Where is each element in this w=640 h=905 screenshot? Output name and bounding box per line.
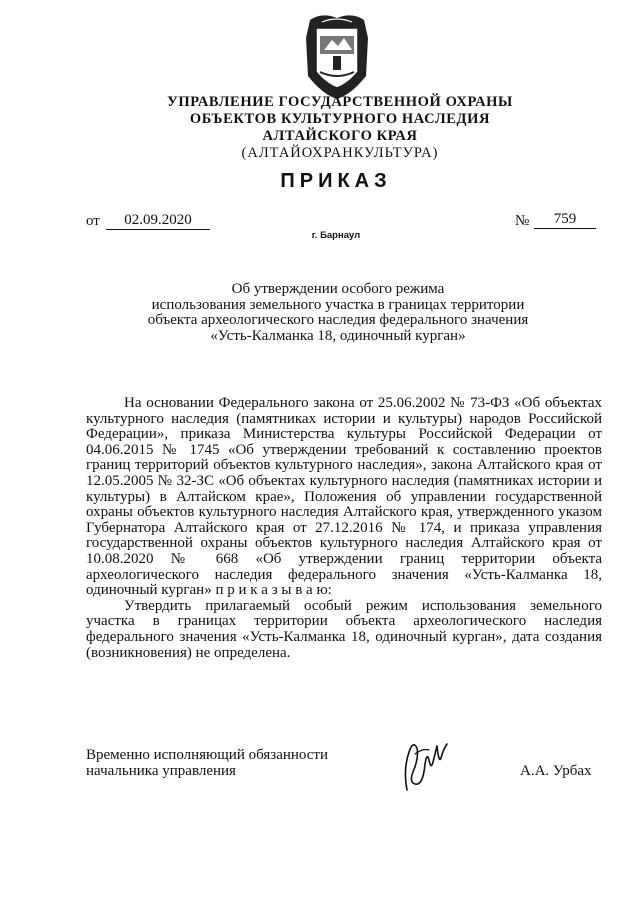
order-date: 02.09.2020 [106,211,210,230]
altai-krai-coat-of-arms-icon [302,14,372,100]
subject-line-4: «Усть-Калманка 18, одиночный курган» [210,327,466,344]
signatory-name: А.А. Урбах [520,763,592,779]
signatory-title-line-1: Временно исполняющий обязанности [86,747,329,763]
signatory-title [86,748,328,779]
org-name-line-1: УПРАВЛЕНИЕ ГОСУДАРСТВЕННОЙ ОХРАНЫ [167,94,513,110]
number-label: № [515,213,530,229]
order-subject [120,282,556,344]
issue-city: г. Барнаул [311,230,361,241]
subject-line-2: использования земельного участка в границах территории [151,296,525,313]
document-type-title: ПРИКАЗ [280,170,392,192]
order-body [86,396,602,661]
org-abbreviation: (АЛТАЙОХРАНКУЛЬТУРА) [241,145,439,161]
org-name-line-2: ОБЪЕКТОВ КУЛЬТУРНОГО НАСЛЕДИЯ [189,111,491,127]
subject-line-3: объекта археологического наследия федерального значения [147,312,529,328]
organization-header [80,94,600,162]
date-label: от [86,213,100,229]
org-name-line-3: АЛТАЙСКОГО КРАЯ [262,128,418,144]
body-paragraph-decision: Утвердить прилагаемый особый режим использования земельного участка в границах территории объекта археологического наследия федерального значения «Усть-Калманка 18, одиночный курган», дата создания (возникновения) не определена. [86,597,602,661]
subject-line-1: Об утверждении особого режима [231,281,445,297]
body-paragraph-legal-basis: На основании Федерального закона от 25.06.2002 № 73-ФЗ «Об объектах культурного наследия (памятниках истории и культуры) народов Российской Федерации», приказа Министерства культуры Российской Федерации от 04.06.2015 № 1745 «Об утверждении требований к составлению проектов границ территорий объектов культурного наследия», закона Алтайского края от 12.05.2005 № 32-ЗС «Об объектах культурного наследия (памятниках истории и культуры) в Алтайском крае», Положения об управлении государственной охраны объектов культурного наследия Алтайского края, утвержденного указом Губернатора Алтайского края от 27.12.2016 № 174, и приказа управления государственной охраны объектов культурного наследия Алтайского края от 10.08.2020 № 668 «Об утверждении границ территории объекта археологического наследия федерального значения «Усть-Калманка 18, одиночный курган» п р и к а з ы в а ю: [86,395,602,599]
handwritten-signature-icon [393,734,455,796]
order-number: 759 [534,210,596,229]
signatory-title-line-2: начальника управления [86,762,236,779]
